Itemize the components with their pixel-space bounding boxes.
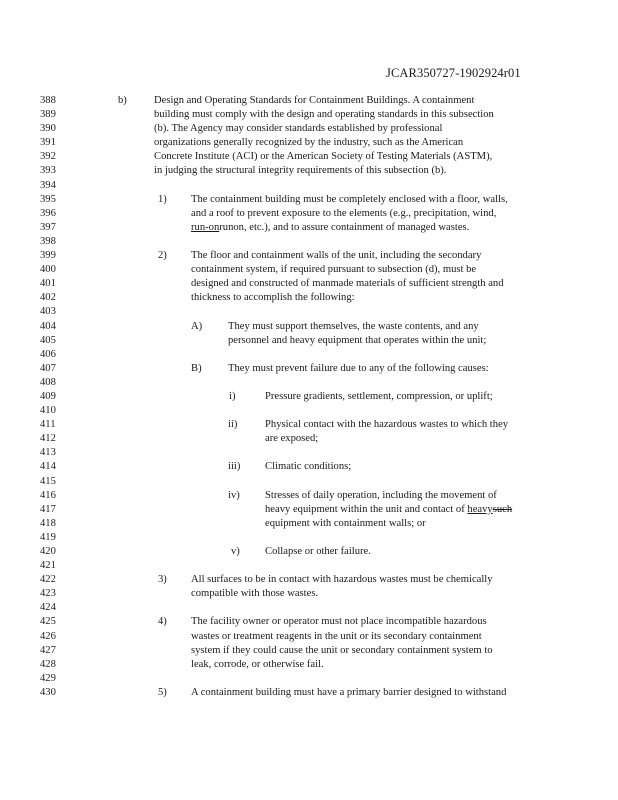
line-text: system if they could cause the unit or secondary containment system to	[191, 644, 493, 656]
line-392	[0, 150, 618, 164]
line-number: 394	[40, 179, 56, 191]
line-410	[0, 404, 618, 418]
line-418	[0, 517, 618, 531]
line-397	[0, 221, 618, 235]
deleted-text: such	[492, 503, 513, 515]
item-marker: 5)	[158, 686, 167, 698]
line-number: 420	[40, 546, 56, 557]
line-text: Collapse or other failure.	[265, 546, 371, 557]
item-marker: ii)	[228, 419, 238, 431]
line-393	[0, 164, 618, 178]
line-text: personnel and heavy equipment that operates within the unit;	[228, 334, 487, 346]
line-number: 401	[40, 278, 56, 290]
line-number: 429	[40, 672, 56, 684]
line-number: 422	[40, 574, 56, 586]
line-text: Stresses of daily operation, including the movement of	[265, 489, 497, 501]
line-text: Climatic conditions;	[265, 461, 352, 473]
line-text: Concrete Institute (ACI) or the American Society of Testing Materials (ASTM),	[154, 151, 493, 163]
line-number: 408	[40, 376, 56, 388]
line-text: They must prevent failure due to any of the following causes:	[228, 362, 489, 374]
line-390	[0, 122, 618, 136]
line-number: 423	[40, 588, 56, 600]
line-text: The facility owner or operator must not place incompatible hazardous	[191, 616, 487, 628]
line-420	[0, 545, 618, 559]
line-text: wastes or treatment reagents in the unit or its secondary containment	[191, 630, 482, 642]
line-number: 427	[40, 644, 56, 656]
item-marker: 2)	[158, 250, 167, 262]
line-388	[0, 94, 618, 108]
line-395	[0, 193, 618, 207]
line-399	[0, 249, 618, 263]
line-number: 406	[40, 348, 56, 360]
line-text: designed and constructed of manmade materials of sufficient strength and	[191, 278, 504, 290]
line-text: Physical contact with the hazardous wastes to which they	[265, 419, 509, 431]
line-404	[0, 320, 618, 334]
line-425	[0, 615, 618, 629]
line-text	[191, 221, 469, 235]
line-text	[265, 503, 512, 517]
line-number: 390	[40, 123, 56, 135]
line-text: are exposed;	[265, 433, 319, 445]
line-401	[0, 277, 618, 291]
line-number: 428	[40, 658, 56, 670]
item-marker: v)	[231, 546, 240, 557]
line-430	[0, 686, 618, 700]
line-text: They must support themselves, the waste contents, and any	[228, 320, 479, 332]
line-413	[0, 446, 618, 460]
line-list	[0, 94, 618, 700]
line-421	[0, 559, 618, 573]
line-number: 413	[40, 447, 56, 459]
line-text: Pressure gradients, settlement, compression, or uplift;	[265, 390, 493, 402]
line-number: 392	[40, 151, 56, 163]
line-400	[0, 263, 618, 277]
line-394	[0, 179, 618, 193]
line-414	[0, 460, 618, 474]
line-398	[0, 235, 618, 249]
inserted-text: run-on	[191, 221, 220, 233]
line-number: 391	[40, 137, 56, 149]
line-422	[0, 573, 618, 587]
item-marker: A)	[191, 320, 203, 332]
line-number: 403	[40, 306, 56, 318]
line-389	[0, 108, 618, 122]
line-text: The containment building must be completely enclosed with a floor, walls,	[191, 193, 508, 205]
line-number: 419	[40, 531, 56, 543]
line-text: and a roof to prevent exposure to the elements (e.g., precipitation, wind,	[191, 207, 497, 219]
line-text: containment system, if required pursuant to subsection (d), must be	[191, 264, 477, 276]
line-number: 416	[40, 489, 56, 501]
line-408	[0, 376, 618, 390]
line-text: organizations generally recognized by the industry, such as the American	[154, 137, 464, 149]
line-406	[0, 348, 618, 362]
line-text: The floor and containment walls of the unit, including the secondary	[191, 250, 482, 262]
line-text: All surfaces to be in contact with hazardous wastes must be chemically	[191, 574, 493, 586]
line-number: 404	[40, 320, 56, 332]
line-number: 415	[40, 475, 56, 487]
line-number: 399	[40, 250, 56, 262]
subsection-marker: b)	[118, 95, 127, 106]
line-number: 400	[40, 264, 56, 276]
line-417	[0, 503, 618, 517]
line-416	[0, 489, 618, 503]
line-405	[0, 334, 618, 348]
inserted-text: heavy	[467, 503, 493, 515]
line-427	[0, 644, 618, 658]
item-marker: i)	[229, 390, 236, 402]
line-text: compatible with those wastes.	[191, 588, 319, 600]
line-text: A containment building must have a primary barrier designed to withstand	[191, 686, 507, 698]
item-marker: B)	[191, 362, 202, 374]
line-number: 421	[40, 560, 56, 572]
line-number: 430	[40, 686, 56, 698]
line-429	[0, 672, 618, 686]
line-number: 411	[40, 419, 56, 431]
line-text: Design and Operating Standards for Containment Buildings. A containment	[154, 95, 475, 106]
line-number: 409	[40, 390, 56, 402]
line-426	[0, 630, 618, 644]
line-403	[0, 305, 618, 319]
line-number: 395	[40, 193, 56, 205]
item-marker: iv)	[228, 489, 240, 501]
line-number: 426	[40, 630, 56, 642]
line-number: 410	[40, 405, 56, 417]
line-number: 407	[40, 362, 56, 374]
line-number: 418	[40, 517, 56, 529]
line-text-before: heavy equipment within the unit and contact of	[265, 503, 468, 515]
line-402	[0, 291, 618, 305]
line-number: 417	[40, 503, 56, 515]
line-number: 396	[40, 207, 56, 219]
line-number: 425	[40, 616, 56, 628]
line-415	[0, 475, 618, 489]
line-text-rest: runon, etc.), and to assure containment of managed wastes.	[219, 221, 470, 233]
line-407	[0, 362, 618, 376]
item-marker: 4)	[158, 616, 167, 628]
line-411	[0, 418, 618, 432]
line-419	[0, 531, 618, 545]
line-number: 389	[40, 109, 56, 121]
line-number: 424	[40, 602, 56, 614]
line-423	[0, 587, 618, 601]
line-number: 405	[40, 334, 56, 346]
line-number: 393	[40, 165, 56, 177]
item-marker: iii)	[228, 461, 241, 473]
line-number: 388	[40, 95, 56, 106]
line-number: 414	[40, 461, 56, 473]
line-number: 398	[40, 235, 56, 247]
line-text: thickness to accomplish the following:	[191, 292, 355, 304]
line-text: (b). The Agency may consider standards established by professional	[154, 123, 443, 135]
line-412	[0, 432, 618, 446]
document-id: JCAR350727-1902924r01	[386, 66, 521, 80]
line-428	[0, 658, 618, 672]
line-409	[0, 390, 618, 404]
line-number: 397	[40, 221, 56, 233]
line-number: 412	[40, 433, 56, 445]
line-391	[0, 136, 618, 150]
line-text: leak, corrode, or otherwise fail.	[191, 658, 324, 670]
line-424	[0, 601, 618, 615]
line-396	[0, 207, 618, 221]
line-text: in judging the structural integrity requirements of this subsection (b).	[154, 165, 447, 177]
line-text: building must comply with the design and operating standards in this subsection	[154, 109, 494, 121]
line-number: 402	[40, 292, 56, 304]
item-marker: 3)	[158, 574, 167, 586]
item-marker: 1)	[158, 193, 167, 205]
line-text: equipment with containment walls; or	[265, 517, 426, 529]
